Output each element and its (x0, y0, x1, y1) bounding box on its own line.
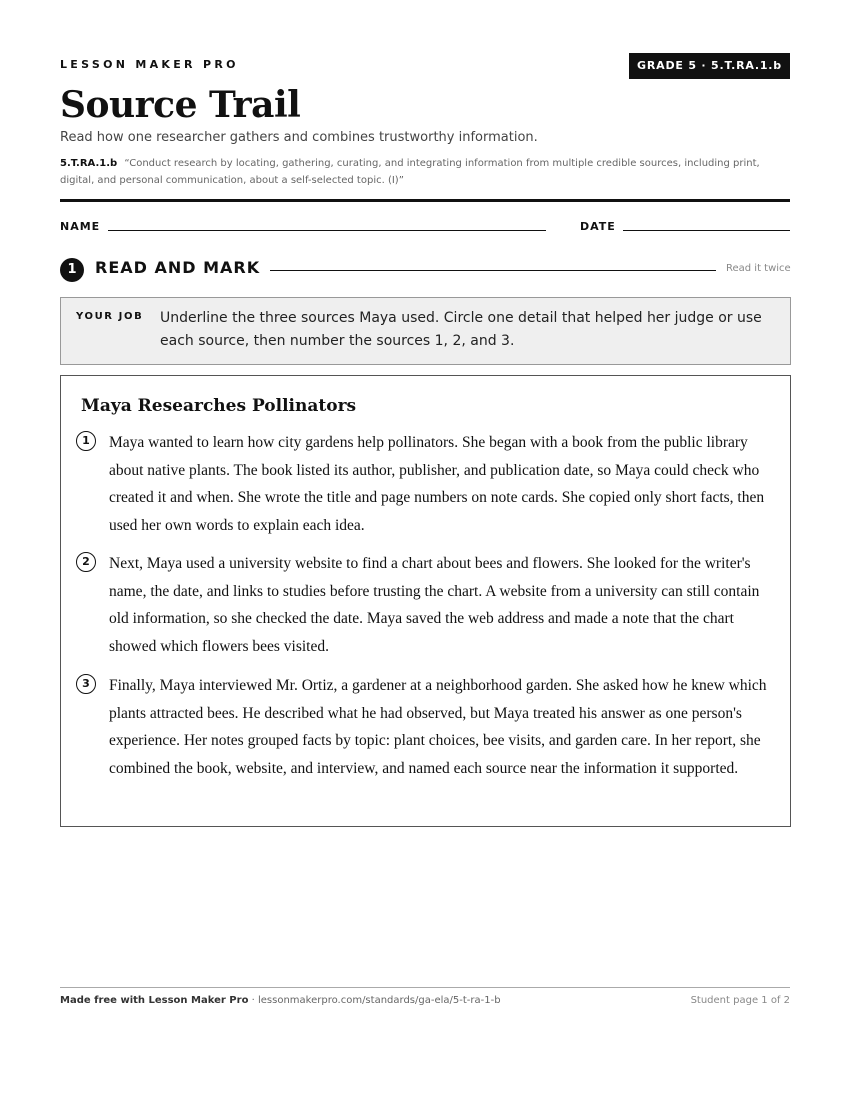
standard-text: “Conduct research by locating, gathering, curating, and integrating information from multiple credible sources, including print, digital, and personal communication, about a self-selected topic. (I)” (60, 158, 760, 186)
page-title: Source Trail (60, 84, 301, 126)
footer-url[interactable]: · lessonmakerpro.com/standards/ga-ela/5-t-ra-1-b (248, 995, 501, 1006)
date-line[interactable] (623, 230, 790, 231)
name-label: NAME (60, 220, 101, 233)
name-line[interactable] (108, 230, 546, 231)
standard-code: 5.T.RA.1.b (60, 158, 118, 169)
header-divider (60, 199, 790, 202)
grade-badge: GRADE 5 · 5.T.RA.1.b (629, 53, 790, 79)
section-divider (270, 270, 716, 271)
date-label: DATE (580, 220, 616, 233)
standard-description (60, 155, 790, 189)
your-job-label: YOUR JOB (76, 311, 144, 322)
footer-divider (60, 987, 790, 988)
paragraph-text: Next, Maya used a university website to find a chart about bees and flowers. She looked for the writer's name, the date, and links to studies before trusting the chart. A website from a university can still contain old information, so she checked the date. Maya saved the web address and made a note that the chart showed which flowers bees visited. (109, 555, 760, 655)
your-job-text: Underline the three sources Maya used. Circle one detail that helped her judge or use each source, then number the sources 1, 2, and 3. (160, 310, 762, 349)
page-subtitle: Read how one researcher gathers and combines trustworthy information. (60, 130, 538, 145)
your-job-box (60, 297, 791, 365)
section-note: Read it twice (726, 263, 791, 274)
footer-page-number: Student page 1 of 2 (690, 995, 790, 1006)
paragraph-number: 1 (76, 431, 96, 451)
passage-title: Maya Researches Pollinators (81, 396, 357, 416)
paragraph-text: Maya wanted to learn how city gardens help pollinators. She began with a book from the public library about native plants. The book listed its author, publisher, and publication date, so Maya could check who created it and when. She wrote the title and page numbers on note cards. She copied only short facts, then used her own words to explain each idea. (109, 434, 765, 534)
section-number: 1 (60, 258, 84, 282)
footer-credit (60, 995, 501, 1006)
brand-name: LESSON MAKER PRO (60, 58, 239, 71)
section-title: READ AND MARK (95, 258, 261, 277)
paragraph-number: 3 (76, 674, 96, 694)
passage-box (60, 375, 791, 827)
footer-made-with: Made free with Lesson Maker Pro (60, 995, 249, 1006)
paragraph-number: 2 (76, 552, 96, 572)
paragraph-text: Finally, Maya interviewed Mr. Ortiz, a gardener at a neighborhood garden. She asked how he knew which plants attracted bees. He described what he had observed, but Maya treated his answer as one person's experience. Her notes grouped facts by topic: plant choices, bee visits, and garden care. In her report, she combined the book, website, and interview, and named each source near the information it supported. (109, 677, 767, 777)
